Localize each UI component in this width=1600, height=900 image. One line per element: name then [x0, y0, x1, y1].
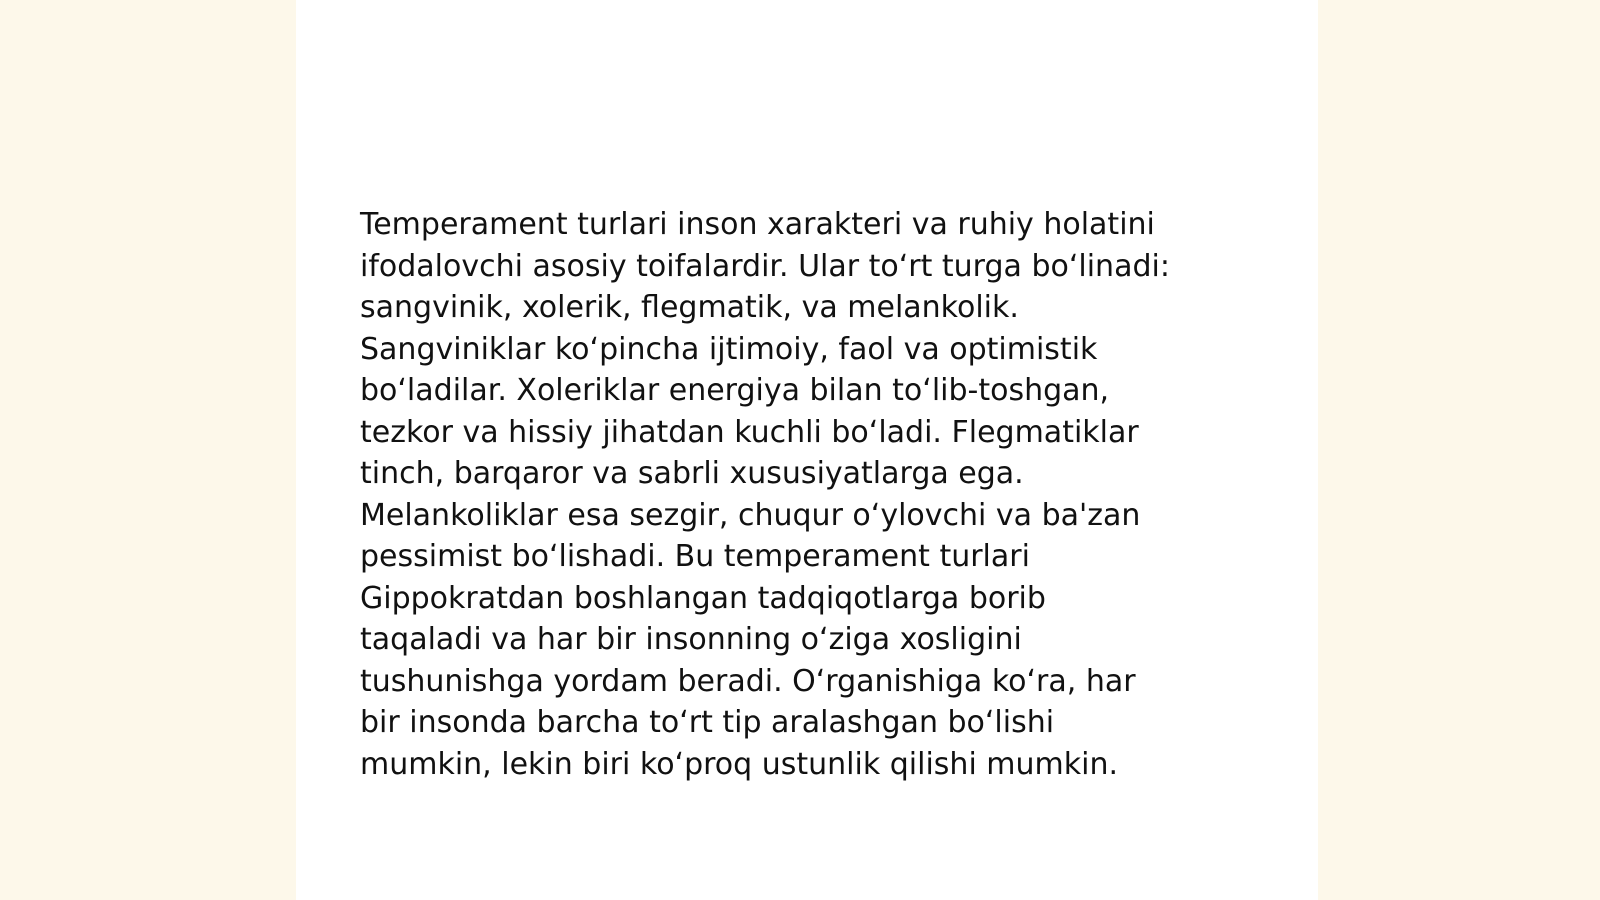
paragraph-line: Temperament turlari inson xarakteri va ruhiy holatini: [360, 207, 1155, 242]
paragraph-line: tushunishga yordam beradi. O‘rganishiga ko‘ra, har: [360, 663, 1136, 699]
paragraph-line: tinch, barqaror va sabrli xususiyatlarga ega.: [360, 456, 1024, 491]
paragraph-line: Gippokratdan boshlangan tadqiqotlarga borib: [360, 580, 1046, 616]
paragraph-line: bir insonda barcha to‘rt tip aralashgan bo‘lishi: [360, 705, 1055, 740]
paragraph-line: taqaladi va har bir insonning o‘ziga xosligini: [360, 622, 1022, 657]
paragraph-line: ifodalovchi asosiy toifalardir. Ular to‘rt turga bo‘linadi:: [360, 248, 1170, 284]
document-page: [296, 0, 1318, 900]
paragraph-line: mumkin, lekin biri ko‘proq ustunlik qilishi mumkin.: [360, 746, 1119, 782]
paragraph-line: tezkor va hissiy jihatdan kuchli bo‘ladi. Flegmatiklar: [360, 414, 1139, 450]
paragraph-line: pessimist bo‘lishadi. Bu temperament turlari: [360, 539, 1030, 574]
paragraph-line: sangvinik, xolerik, flegmatik, va melankolik.: [360, 290, 1019, 325]
paragraph-line: Melankoliklar esa sezgir, chuqur o‘ylovchi va ba'zan: [360, 497, 1141, 533]
body-paragraph: [360, 204, 1260, 785]
paragraph-line: Sangviniklar ko‘pincha ijtimoiy, faol va optimistik: [360, 331, 1098, 367]
paragraph-line: bo‘ladilar. Xoleriklar energiya bilan to‘lib-toshgan,: [360, 373, 1110, 408]
